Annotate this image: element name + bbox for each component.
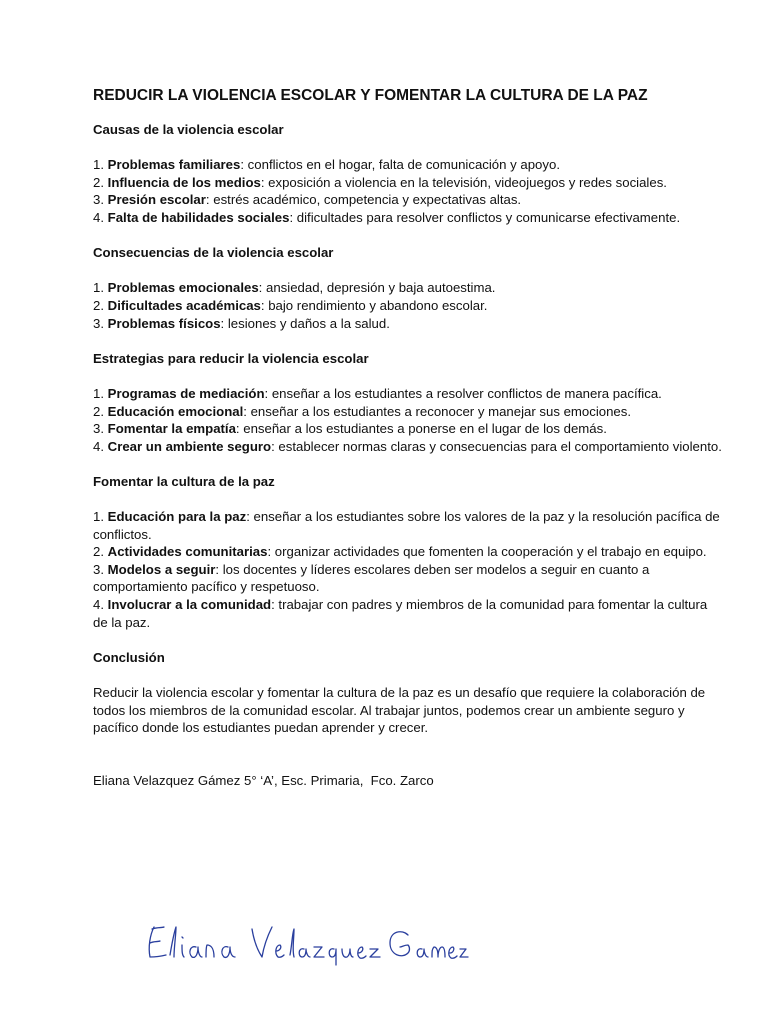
- document-sections: [93, 121, 723, 631]
- list-item-description: : trabajar con padres y miembros de la comunidad para fomentar la cultura de la paz.: [93, 597, 708, 630]
- list-item-term: Involucrar a la comunidad: [107, 597, 272, 613]
- list-item: [93, 561, 723, 596]
- list-item-number: 2.: [93, 544, 108, 560]
- list-item-number: 3.: [93, 315, 108, 331]
- list-item-description: : lesiones y daños a la salud.: [220, 315, 390, 331]
- list-item-number: 1.: [93, 157, 108, 173]
- section-heading: Consecuencias de la violencia escolar: [93, 245, 334, 261]
- list-item-description: : establecer normas claras y consecuencias para el comportamiento violento.: [271, 438, 722, 454]
- section-list: [93, 385, 723, 455]
- signature-image: [140, 905, 470, 985]
- section-heading: Estrategias para reducir la violencia escolar: [93, 350, 369, 366]
- list-item-term: Influencia de los medios: [107, 174, 261, 190]
- list-item-number: 2.: [93, 403, 108, 419]
- list-item-number: 2.: [93, 174, 108, 190]
- list-item: [93, 543, 723, 561]
- list-item-term: Presión escolar: [107, 192, 206, 208]
- list-item: [93, 438, 723, 456]
- list-item-term: Educación emocional: [107, 403, 244, 419]
- list-item-number: 3.: [93, 192, 108, 208]
- list-item-term: Fomentar la empatía: [107, 421, 236, 437]
- conclusion-heading: Conclusión: [93, 649, 165, 665]
- section-list: [93, 279, 723, 332]
- list-item: [93, 315, 723, 333]
- author-line: Eliana Velazquez Gámez 5° ‘A’, Esc. Primaria, Fco. Zarco: [93, 772, 434, 788]
- conclusion-text: Reducir la violencia escolar y fomentar la cultura de la paz es un desafío que requiere la colaboración de todos los miembros de la comunidad escolar. Al trabajar juntos, podemos crear un ambiente seguro y pacífico donde los estudiantes puedan aprender y crecer.: [93, 685, 706, 736]
- list-item-term: Falta de habilidades sociales: [107, 209, 290, 225]
- list-item-number: 1.: [93, 280, 108, 296]
- list-item-number: 1.: [93, 385, 108, 401]
- list-item-term: Dificultades académicas: [107, 297, 261, 313]
- list-item-description: : organizar actividades que fomenten la cooperación y el trabajo en equipo.: [267, 544, 707, 560]
- list-item-number: 3.: [93, 561, 108, 577]
- section-list: [93, 508, 723, 631]
- list-item: [93, 385, 723, 403]
- list-item: [93, 174, 723, 192]
- list-item: [93, 156, 723, 174]
- list-item-description: : enseñar a los estudiantes a ponerse en el lugar de los demás.: [235, 421, 607, 437]
- list-item: [93, 297, 723, 315]
- list-item-description: : dificultades para resolver conflictos y comunicarse efectivamente.: [289, 209, 681, 225]
- section-list: [93, 156, 723, 226]
- list-item-description: : los docentes y líderes escolares deben ser modelos a seguir en cuanto a comportamiento pacífico y respetuoso.: [93, 561, 650, 595]
- list-item: [93, 209, 723, 227]
- document-title: REDUCIR LA VIOLENCIA ESCOLAR Y FOMENTAR LA CULTURA DE LA PAZ: [93, 87, 648, 104]
- list-item: [93, 403, 723, 421]
- list-item-term: Problemas físicos: [107, 315, 221, 331]
- list-item-description: : conflictos en el hogar, falta de comunicación y apoyo.: [240, 157, 560, 173]
- list-item: [93, 279, 723, 297]
- list-item-number: 3.: [93, 421, 108, 437]
- section-heading: Causas de la violencia escolar: [93, 122, 284, 137]
- list-item: [93, 596, 723, 631]
- list-item-term: Crear un ambiente seguro: [107, 438, 272, 454]
- list-item-number: 4.: [93, 597, 108, 613]
- list-item-description: : enseñar a los estudiantes a reconocer y manejar sus emociones.: [243, 403, 632, 419]
- list-item-number: 1.: [93, 509, 108, 525]
- document-page: [93, 86, 723, 789]
- list-item-description: : enseñar a los estudiantes a resolver conflictos de manera pacífica.: [264, 385, 662, 401]
- list-item: [93, 508, 723, 543]
- list-item-term: Programas de mediación: [107, 385, 265, 401]
- list-item: [93, 420, 723, 438]
- list-item-number: 4.: [93, 438, 108, 454]
- list-item-description: : estrés académico, competencia y expectativas altas.: [205, 192, 522, 208]
- list-item-description: : bajo rendimiento y abandono escolar.: [260, 297, 488, 313]
- list-item-term: Actividades comunitarias: [107, 544, 268, 560]
- list-item-term: Educación para la paz: [107, 509, 247, 525]
- list-item-description: : enseñar a los estudiantes sobre los valores de la paz y la resolución pacífica de conflictos.: [93, 509, 720, 542]
- section-heading: Fomentar la cultura de la paz: [93, 473, 275, 489]
- list-item-description: : ansiedad, depresión y baja autoestima.: [258, 280, 496, 296]
- list-item-term: Problemas familiares: [107, 157, 241, 173]
- list-item-term: Problemas emocionales: [107, 280, 259, 296]
- list-item-number: 4.: [93, 209, 108, 225]
- list-item-number: 2.: [93, 297, 108, 313]
- list-item-term: Modelos a seguir: [107, 561, 216, 577]
- list-item: [93, 191, 723, 209]
- list-item-description: : exposición a violencia en la televisión, videojuegos y redes sociales.: [260, 174, 667, 190]
